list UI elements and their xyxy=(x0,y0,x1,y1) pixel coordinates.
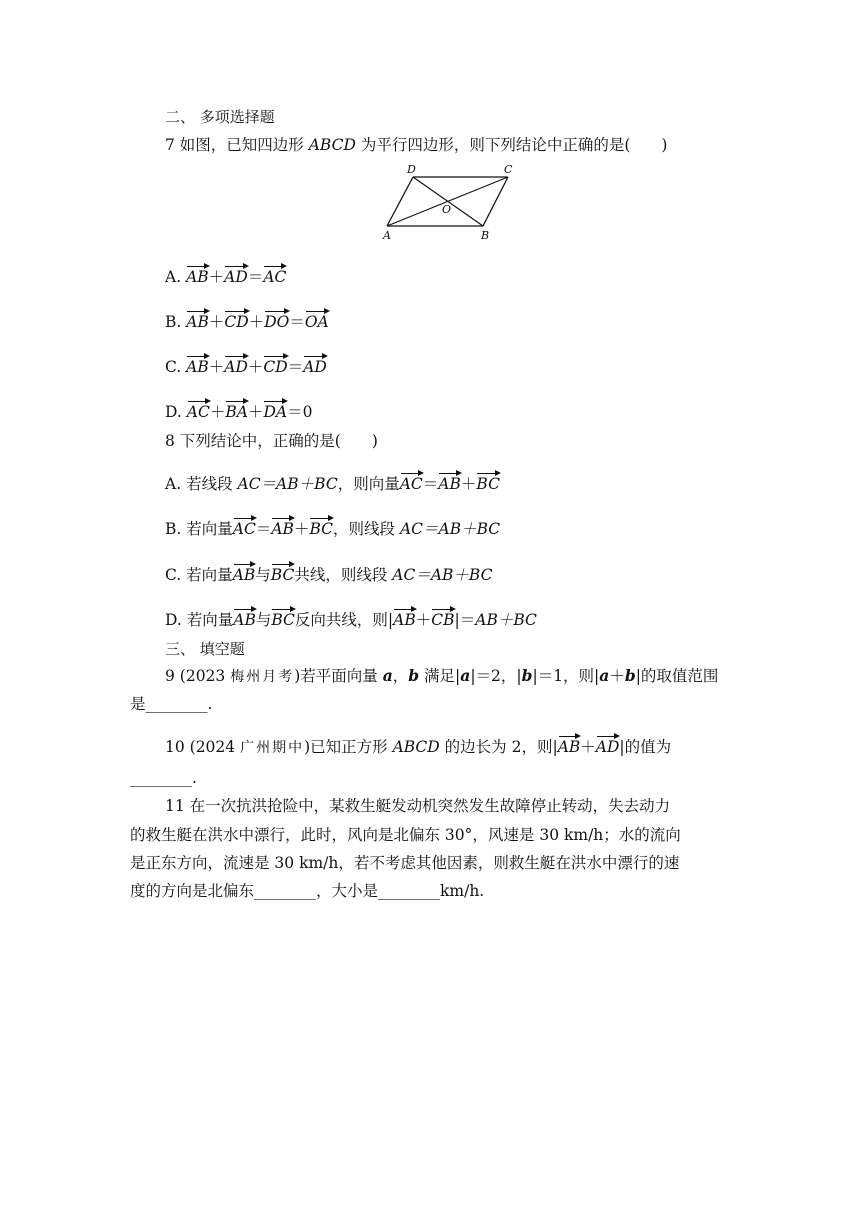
vector: AC xyxy=(233,515,256,537)
question-source: 梅州月考 xyxy=(230,669,295,685)
vector: BA xyxy=(225,398,248,420)
diagonal-bd xyxy=(413,177,483,226)
question-7-text: 7 如图，已知四边形 xyxy=(165,136,309,154)
vector: AB xyxy=(558,733,581,755)
option-text: 若向量 xyxy=(186,520,233,538)
option-text: 与 xyxy=(255,611,272,629)
vector: AC xyxy=(400,470,423,492)
vector: BC xyxy=(271,561,295,583)
vector: AB xyxy=(233,561,256,583)
question-7-option-a[interactable]: A. AB＋AD＝AC xyxy=(165,263,286,288)
label-o: O xyxy=(442,203,452,216)
label-b: B xyxy=(481,229,490,242)
question-7-option-b[interactable]: B. AB＋CD＋DO＝OA xyxy=(165,308,329,333)
option-letter: B. xyxy=(165,313,182,331)
question-11-line-2: 的救生艇在洪水中漂行，此时，风向是北偏东 30°，风速是 30 km/h；水的流向 xyxy=(130,826,681,844)
question-text: |＝1，则| xyxy=(532,667,600,685)
question-text: )已知正方形 xyxy=(304,738,393,756)
math-expression: AC＝AB＋BC xyxy=(399,520,501,538)
question-10-line-1 xyxy=(165,733,671,759)
question-11-line-3: 是正东方向，流速是 30 km/h，若不考虑其他因素，则救生艇在洪水中漂行的速 xyxy=(130,854,680,872)
question-8-option-c[interactable] xyxy=(165,561,492,586)
math-expression: AB＋BC xyxy=(475,611,537,629)
vector: AB xyxy=(186,353,209,375)
plus-sign: ＋ xyxy=(580,738,596,756)
question-8-option-b[interactable]: B. 若向量AC＝AB＋BC，则线段 AC＝AB＋BC xyxy=(165,515,500,540)
vector: BC xyxy=(476,470,500,492)
vector: CD xyxy=(263,353,287,375)
question-9-line-1 xyxy=(165,665,718,688)
vector: DA xyxy=(263,398,287,420)
question-7-option-d[interactable]: D. AC＋BA＋DA＝0 xyxy=(165,398,312,423)
option-tail: ＝0 xyxy=(287,403,313,421)
vector: OA xyxy=(305,308,329,330)
option-letter: C. xyxy=(165,358,182,376)
vector-b: b xyxy=(624,666,636,685)
question-source: 广州期中 xyxy=(240,740,305,756)
question-number: 10 (2024 xyxy=(165,738,241,756)
vector: BC xyxy=(271,606,295,628)
vector: AD xyxy=(596,733,620,755)
vector: AB xyxy=(186,263,209,285)
option-text: 若向量 xyxy=(186,611,234,629)
question-7-option-c[interactable]: C. AB＋AD＋CD＝AD xyxy=(165,353,327,378)
section-heading-multiple-choice: 二、 多项选择题 xyxy=(165,108,275,126)
edge-da xyxy=(387,177,413,226)
label-a: A xyxy=(383,229,391,242)
vector: BC xyxy=(309,515,333,537)
option-text: 共线，则线段 xyxy=(294,566,393,584)
question-8-stem: 8 下列结论中，正确的是( ) xyxy=(165,432,378,450)
option-letter: A. xyxy=(165,268,182,286)
question-9-line-2: 是________. xyxy=(130,695,213,713)
option-text: 若线段 xyxy=(186,475,238,493)
option-letter: C. xyxy=(165,566,182,584)
math-variable: ABCD xyxy=(392,738,440,756)
question-11-line-4: 度的方向是北偏东________，大小是________km/h. xyxy=(130,882,485,900)
plus-sign: ＋ xyxy=(609,667,625,685)
option-text: 与 xyxy=(255,566,271,584)
vector-b: b xyxy=(408,666,420,685)
vector: AD xyxy=(224,263,248,285)
vector: AD xyxy=(224,353,248,375)
label-c: C xyxy=(504,163,513,176)
separator: ， xyxy=(392,667,409,685)
option-text: 若向量 xyxy=(186,566,233,584)
question-7-text-end: 为平行四边形，则下列结论中正确的是( ) xyxy=(355,136,668,154)
vector: CD xyxy=(224,308,248,330)
vector: AB xyxy=(186,308,209,330)
vector-a: a xyxy=(599,666,610,685)
vector-a: a xyxy=(382,666,393,685)
vector-b: b xyxy=(521,666,533,685)
question-text: )若平面向量 xyxy=(294,667,383,685)
question-text: |的取值范围 xyxy=(635,667,719,685)
vector: CB xyxy=(431,606,454,628)
question-10-line-2: ________. xyxy=(130,769,197,787)
vector: AC xyxy=(263,263,286,285)
question-8-option-a[interactable]: A. 若线段 AC＝AB＋BC，则向量AC＝AB＋BC xyxy=(165,470,500,495)
vector-a: a xyxy=(460,666,471,685)
vector: AB xyxy=(393,606,416,628)
question-7-stem xyxy=(165,134,667,156)
question-text: 满足| xyxy=(419,667,461,685)
option-text: ，则向量 xyxy=(337,475,400,493)
vector: DO xyxy=(264,308,289,330)
question-text: |的值为 xyxy=(619,738,672,756)
question-text: |＝2，| xyxy=(470,667,522,685)
label-d: D xyxy=(407,163,416,176)
option-text: |＝ xyxy=(454,611,476,629)
edge-bc xyxy=(483,177,508,226)
parallelogram-figure xyxy=(380,160,520,242)
math-expression: AC＝AB＋BC xyxy=(392,566,493,584)
vector: AC xyxy=(187,398,210,420)
vector: AB xyxy=(233,606,256,628)
vector: AD xyxy=(303,353,327,375)
option-text: 反向共线，则| xyxy=(294,611,394,629)
question-7-var: ABCD xyxy=(308,136,356,154)
math-expression: AC＝AB＋BC xyxy=(237,475,338,493)
option-letter: D. xyxy=(165,403,182,421)
vector: AB xyxy=(438,470,461,492)
vector: AB xyxy=(271,515,294,537)
option-text: ，则线段 xyxy=(333,520,400,538)
option-letter: A. xyxy=(165,475,182,493)
option-letter: D. xyxy=(165,611,182,629)
option-letter: B. xyxy=(165,520,182,538)
question-11-line-1: 11 在一次抗洪抢险中，某救生艇发动机突然发生故障停止转动，失去动力 xyxy=(165,797,671,815)
section-heading-fill-in: 三、 填空题 xyxy=(165,640,245,658)
question-8-option-d[interactable]: D. 若向量AB与BC反向共线，则|AB＋CB|＝AB＋BC xyxy=(165,606,537,631)
question-number: 9 (2023 xyxy=(165,667,231,685)
question-text: 的边长为 2，则| xyxy=(439,738,558,756)
